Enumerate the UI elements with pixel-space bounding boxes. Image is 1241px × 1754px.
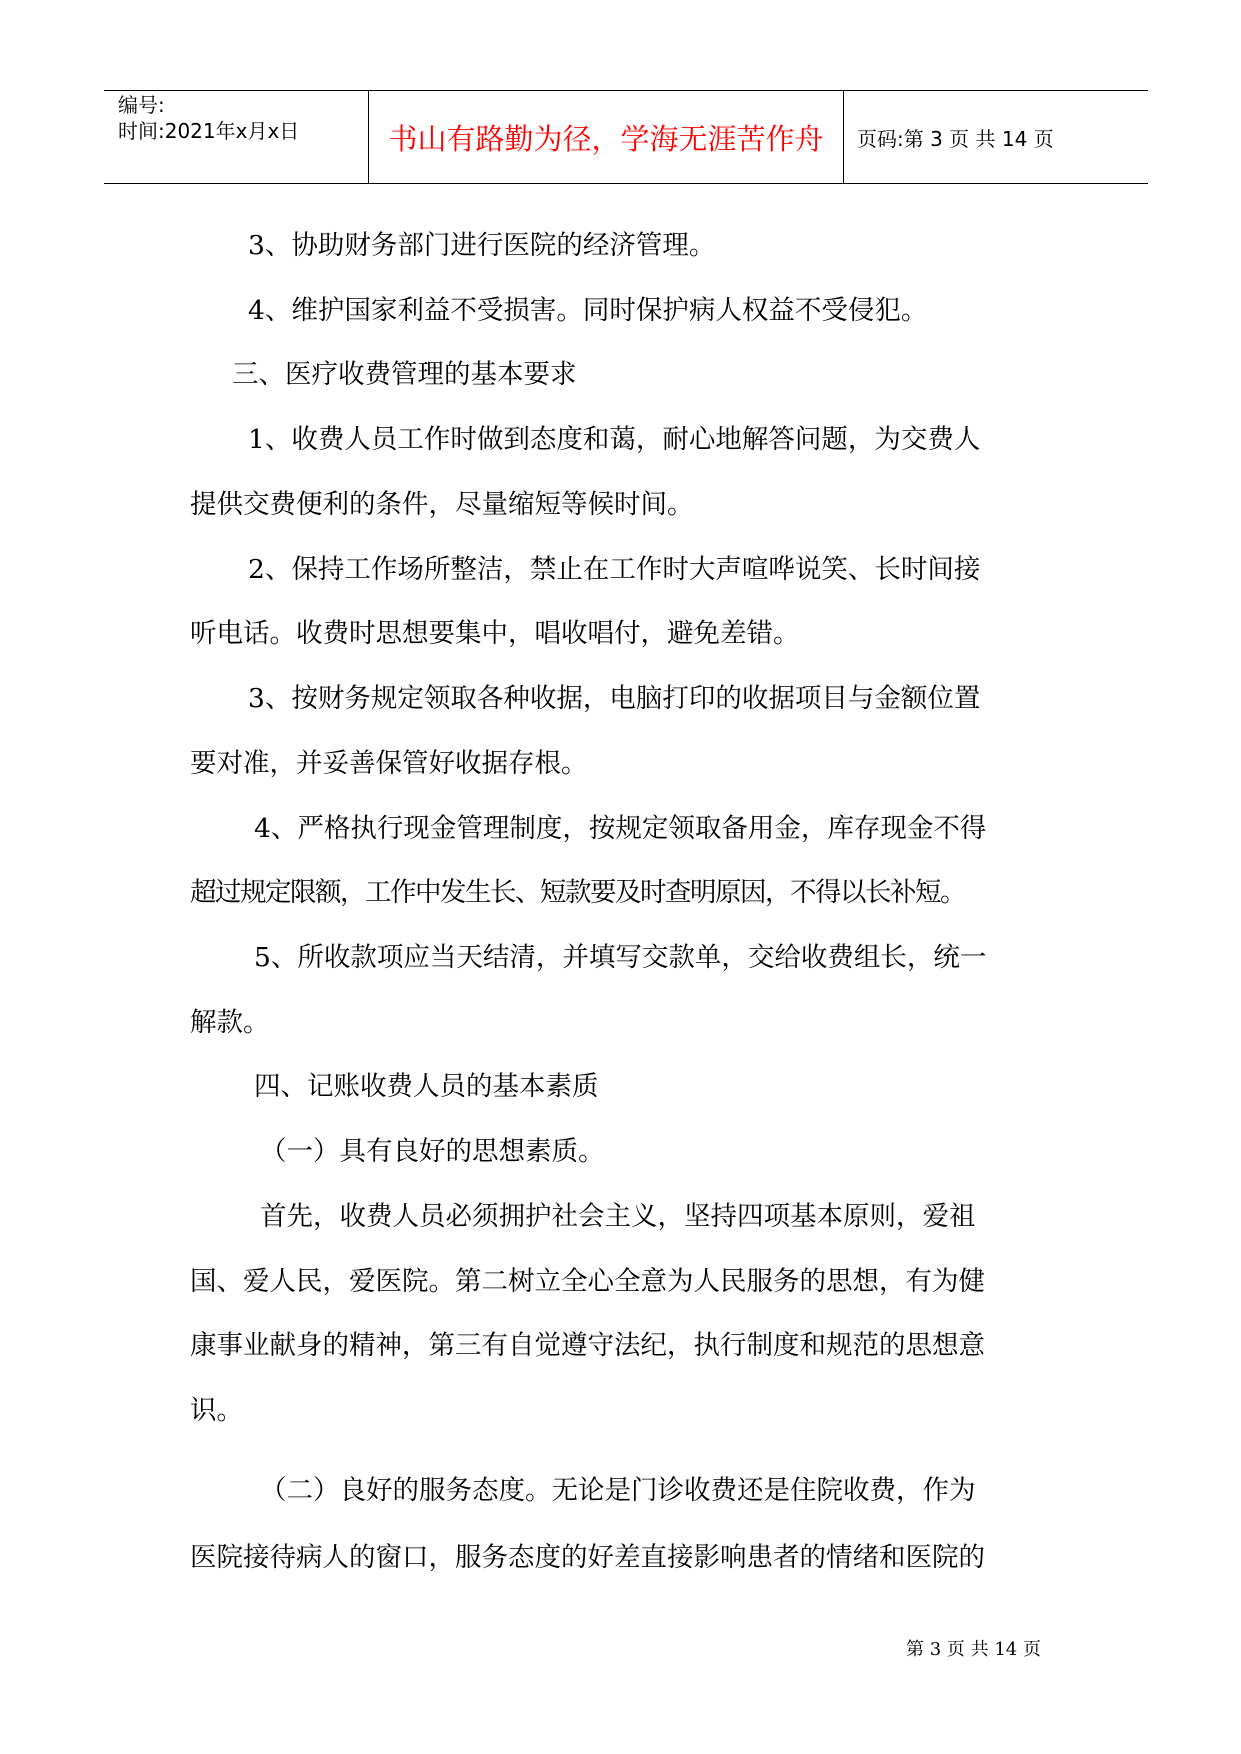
body-line: 听电话。收费时思想要集中，唱收唱付，避免差错。 [190, 618, 800, 649]
page-footer: 第 3 页 共 14 页 [906, 1639, 1041, 1660]
document-date-label: 时间:2021年x月x日 [118, 119, 300, 143]
body-line: 提供交费便利的条件，尽量缩短等候时间。 [190, 489, 694, 520]
document-number-label: 编号: [118, 93, 165, 117]
header-motto: 书山有路勤为径，学海无涯苦作舟 [388, 121, 824, 156]
body-line: 2、保持工作场所整洁，禁止在工作时大声喧哗说笑、长时间接 [248, 554, 981, 585]
body-line: 1、收费人员工作时做到态度和蔼，耐心地解答问题，为交费人 [248, 424, 981, 455]
section-heading: 四、记账收费人员的基本素质 [254, 1071, 599, 1102]
body-line: 国、爱人民，爱医院。第二树立全心全意为人民服务的思想，有为健 [190, 1266, 985, 1297]
body-line: 首先，收费人员必须拥护社会主义，坚持四项基本原则，爱祖 [260, 1201, 976, 1232]
subsection-heading: （一）具有良好的思想素质。 [260, 1136, 605, 1167]
section-heading: 三、医疗收费管理的基本要求 [232, 359, 577, 390]
body-line: 康事业献身的精神，第三有自觉遵守法纪，执行制度和规范的思想意 [190, 1330, 985, 1361]
body-line: 4、严格执行现金管理制度，按规定领取备用金，库存现金不得 [254, 813, 987, 844]
body-line: 医院接待病人的窗口，服务态度的好差直接影响患者的情绪和医院的 [190, 1542, 985, 1573]
body-line: 4、维护国家利益不受损害。同时保护病人权益不受侵犯。 [248, 295, 928, 326]
header-page-cell [845, 91, 1148, 183]
body-line: 解款。 [190, 1007, 270, 1038]
body-line: 超过规定限额，工作中发生长、短款要及时查明原因，不得以长补短。 [190, 877, 965, 908]
body-line: 要对准，并妥善保管好收据存根。 [190, 748, 588, 779]
body-line: （二）良好的服务态度。无论是门诊收费还是住院收费，作为 [260, 1475, 976, 1506]
body-line: 3、按财务规定领取各种收据，电脑打印的收据项目与金额位置 [248, 683, 981, 714]
header-page-code: 页码:第 3 页 共 14 页 [857, 126, 1054, 151]
body-line: 3、协助财务部门进行医院的经济管理。 [248, 230, 716, 261]
header-motto-cell [369, 91, 844, 183]
body-line: 识。 [190, 1395, 243, 1426]
body-line: 5、所收款项应当天结清，并填写交款单，交给收费组长，统一 [254, 942, 987, 973]
header-meta-cell [104, 91, 369, 183]
page-header [104, 90, 1148, 184]
